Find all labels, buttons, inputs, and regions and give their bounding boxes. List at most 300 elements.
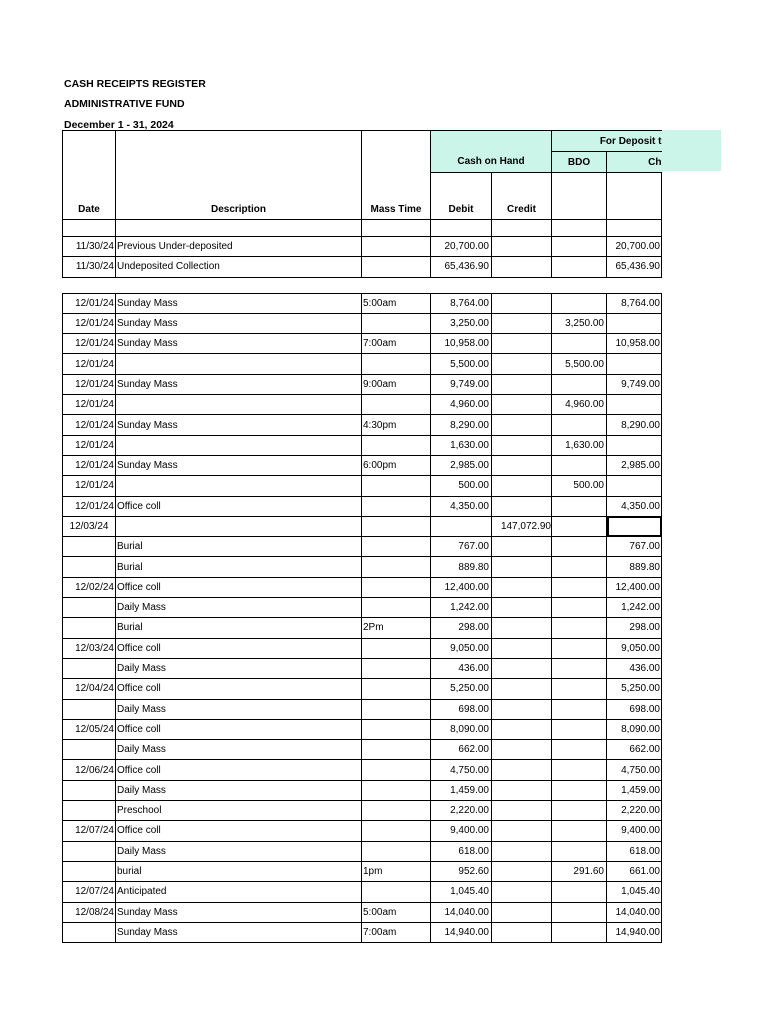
description-cell[interactable]: Daily Mass (116, 841, 362, 861)
bdo-cell[interactable] (552, 719, 607, 739)
credit-cell[interactable] (492, 476, 552, 496)
description-cell[interactable]: Office coll (116, 496, 362, 516)
cash-on-hand-header: Cash on Hand (431, 152, 552, 173)
table-row[interactable] (63, 537, 662, 557)
credit-cell[interactable] (492, 293, 552, 313)
mass-time-cell[interactable] (362, 699, 431, 719)
date-cell[interactable]: 12/04/24 (63, 679, 116, 699)
bdo-cell[interactable] (552, 516, 607, 536)
table-row[interactable] (63, 821, 662, 841)
bdo-cell[interactable] (552, 496, 607, 516)
table-row[interactable] (63, 760, 662, 780)
description-cell[interactable]: Burial (116, 618, 362, 638)
description-cell[interactable]: Previous Under-deposited (116, 237, 362, 257)
date-cell[interactable] (63, 658, 116, 678)
debit-cell[interactable]: 4,750.00 (431, 760, 492, 780)
date-cell[interactable]: 12/01/24 (63, 476, 116, 496)
ch-cell[interactable]: 8,290.00 (607, 415, 662, 435)
table-row[interactable] (63, 237, 662, 257)
date-cell[interactable]: 12/01/24 (63, 496, 116, 516)
date-cell[interactable]: 12/01/24 (63, 395, 116, 415)
bdo-cell[interactable] (552, 801, 607, 821)
debit-cell[interactable]: 65,436.90 (431, 257, 492, 277)
debit-cell[interactable]: 9,749.00 (431, 374, 492, 394)
bdo-cell[interactable] (552, 902, 607, 922)
debit-cell[interactable]: 8,090.00 (431, 719, 492, 739)
ch-cell[interactable]: 889.80 (607, 557, 662, 577)
table-row[interactable] (63, 902, 662, 922)
mass-time-cell[interactable] (362, 557, 431, 577)
debit-cell[interactable]: 698.00 (431, 699, 492, 719)
credit-cell[interactable] (492, 861, 552, 881)
table-row[interactable] (63, 334, 662, 354)
credit-cell[interactable] (492, 719, 552, 739)
debit-cell[interactable]: 10,958.00 (431, 334, 492, 354)
description-cell[interactable]: Office coll (116, 760, 362, 780)
credit-cell[interactable] (492, 374, 552, 394)
credit-cell[interactable] (492, 618, 552, 638)
for-deposit-header: For Deposit t (552, 131, 662, 152)
bdo-cell[interactable] (552, 740, 607, 760)
credit-cell[interactable] (492, 313, 552, 333)
date-cell[interactable]: 12/01/24 (63, 374, 116, 394)
ch-cell[interactable]: 8,764.00 (607, 293, 662, 313)
debit-cell[interactable]: 8,290.00 (431, 415, 492, 435)
date-cell[interactable] (63, 598, 116, 618)
mass-time-cell[interactable] (362, 658, 431, 678)
debit-cell[interactable]: 14,940.00 (431, 922, 492, 942)
date-cell[interactable] (63, 557, 116, 577)
ch-cell[interactable]: 1,459.00 (607, 780, 662, 800)
ch-cell[interactable]: 9,400.00 (607, 821, 662, 841)
register-sheet (62, 130, 662, 943)
mass-time-cell[interactable] (362, 598, 431, 618)
credit-cell[interactable] (492, 598, 552, 618)
date-cell[interactable]: 12/01/24 (63, 293, 116, 313)
credit-cell[interactable] (492, 577, 552, 597)
credit-cell[interactable] (492, 780, 552, 800)
table-row[interactable] (63, 476, 662, 496)
mass-time-cell[interactable]: 1pm (362, 861, 431, 881)
credit-cell[interactable] (492, 922, 552, 942)
credit-cell[interactable] (492, 902, 552, 922)
date-cell[interactable]: 12/03/24 (63, 516, 116, 536)
ch-cell[interactable]: 12,400.00 (607, 577, 662, 597)
table-row[interactable] (63, 882, 662, 902)
description-cell[interactable]: Sunday Mass (116, 902, 362, 922)
credit-cell[interactable] (492, 537, 552, 557)
date-cell[interactable] (63, 922, 116, 942)
header-cell-date-mid (63, 152, 116, 173)
table-row[interactable] (63, 455, 662, 475)
table-row[interactable] (63, 740, 662, 760)
credit-cell[interactable] (492, 801, 552, 821)
credit-cell[interactable] (492, 699, 552, 719)
date-cell[interactable]: 12/01/24 (63, 354, 116, 374)
mass-time-cell[interactable] (362, 841, 431, 861)
bdo-cell[interactable] (552, 293, 607, 313)
description-cell[interactable]: Daily Mass (116, 780, 362, 800)
date-cell[interactable]: 12/01/24 (63, 334, 116, 354)
date-cell[interactable] (63, 618, 116, 638)
debit-cell[interactable] (431, 516, 492, 536)
bdo-cell[interactable] (552, 455, 607, 475)
table-row[interactable] (63, 719, 662, 739)
spacer-cell (63, 220, 116, 237)
ch-cell[interactable]: 2,220.00 (607, 801, 662, 821)
credit-cell[interactable] (492, 679, 552, 699)
table-row[interactable] (63, 618, 662, 638)
ch-cell[interactable]: 662.00 (607, 740, 662, 760)
mass-time-cell[interactable] (362, 577, 431, 597)
bdo-cell[interactable]: 3,250.00 (552, 313, 607, 333)
ch-cell[interactable] (607, 516, 662, 536)
bdo-cell[interactable]: 4,960.00 (552, 395, 607, 415)
date-cell[interactable]: 12/01/24 (63, 435, 116, 455)
table-row[interactable] (63, 374, 662, 394)
mass-time-cell[interactable]: 9:00am (362, 374, 431, 394)
debit-cell[interactable]: 662.00 (431, 740, 492, 760)
debit-cell[interactable]: 500.00 (431, 476, 492, 496)
description-cell[interactable]: burial (116, 861, 362, 881)
debit-cell[interactable]: 767.00 (431, 537, 492, 557)
description-cell[interactable]: Sunday Mass (116, 334, 362, 354)
mass-time-cell[interactable] (362, 395, 431, 415)
bdo-cell[interactable] (552, 537, 607, 557)
mass-time-cell[interactable] (362, 476, 431, 496)
ch-cell[interactable]: 767.00 (607, 537, 662, 557)
bdo-cell[interactable] (552, 374, 607, 394)
bdo-cell[interactable] (552, 679, 607, 699)
table-row[interactable] (63, 638, 662, 658)
debit-cell[interactable]: 3,250.00 (431, 313, 492, 333)
mass-time-cell[interactable]: 6:00pm (362, 455, 431, 475)
spacer-cell (492, 220, 552, 237)
debit-cell[interactable]: 4,960.00 (431, 395, 492, 415)
credit-cell[interactable] (492, 882, 552, 902)
date-cell[interactable]: 12/08/24 (63, 902, 116, 922)
description-cell[interactable] (116, 435, 362, 455)
description-cell[interactable]: Office coll (116, 679, 362, 699)
description-cell[interactable] (116, 354, 362, 374)
bdo-cell[interactable] (552, 760, 607, 780)
mass-time-cell[interactable]: 4:30pm (362, 415, 431, 435)
ch-cell[interactable]: 298.00 (607, 618, 662, 638)
description-cell[interactable]: Daily Mass (116, 740, 362, 760)
date-cell[interactable] (63, 861, 116, 881)
description-cell[interactable]: Sunday Mass (116, 455, 362, 475)
debit-cell[interactable]: 9,400.00 (431, 821, 492, 841)
mass-time-cell[interactable]: 2Pm (362, 618, 431, 638)
mass-time-cell[interactable] (362, 257, 431, 277)
mass-time-cell[interactable]: 7:00am (362, 334, 431, 354)
description-cell[interactable]: Anticipated (116, 882, 362, 902)
ch-cell[interactable]: 8,090.00 (607, 719, 662, 739)
debit-cell[interactable]: 952.60 (431, 861, 492, 881)
description-cell[interactable]: Burial (116, 537, 362, 557)
credit-cell[interactable] (492, 496, 552, 516)
for-deposit-header-overflow (660, 130, 721, 171)
debit-cell[interactable]: 4,350.00 (431, 496, 492, 516)
mass-time-cell[interactable]: 5:00am (362, 293, 431, 313)
credit-cell[interactable] (492, 821, 552, 841)
table-row[interactable] (63, 293, 662, 313)
table-row[interactable] (63, 395, 662, 415)
description-cell[interactable]: Sunday Mass (116, 415, 362, 435)
bdo-cell[interactable] (552, 658, 607, 678)
debit-cell[interactable]: 1,242.00 (431, 598, 492, 618)
bdo-cell[interactable] (552, 577, 607, 597)
bdo-cell[interactable] (552, 618, 607, 638)
table-row[interactable] (63, 257, 662, 277)
bdo-cell[interactable] (552, 638, 607, 658)
bdo-cell[interactable]: 291.60 (552, 861, 607, 881)
description-cell[interactable]: Daily Mass (116, 598, 362, 618)
credit-cell[interactable] (492, 257, 552, 277)
mass-time-cell[interactable] (362, 537, 431, 557)
ch-cell[interactable]: 9,050.00 (607, 638, 662, 658)
bdo-cell[interactable] (552, 882, 607, 902)
ch-cell[interactable]: 9,749.00 (607, 374, 662, 394)
debit-cell[interactable]: 1,045.40 (431, 882, 492, 902)
spacer-cell (362, 220, 431, 237)
credit-cell[interactable] (492, 354, 552, 374)
table-row[interactable] (63, 658, 662, 678)
ch-cell[interactable] (607, 476, 662, 496)
table-row[interactable] (63, 780, 662, 800)
mass-time-cell[interactable] (362, 740, 431, 760)
credit-cell[interactable] (492, 237, 552, 257)
table-row[interactable] (63, 496, 662, 516)
debit-cell[interactable]: 2,220.00 (431, 801, 492, 821)
credit-cell[interactable] (492, 638, 552, 658)
date-cell[interactable] (63, 801, 116, 821)
bdo-cell[interactable] (552, 841, 607, 861)
mass-time-cell[interactable]: 7:00am (362, 922, 431, 942)
mass-time-cell[interactable] (362, 496, 431, 516)
bdo-cell[interactable] (552, 557, 607, 577)
spacer-cell (552, 220, 607, 237)
date-cell[interactable]: 12/01/24 (63, 313, 116, 333)
ch-sub-header (607, 173, 662, 220)
bdo-cell[interactable]: 1,630.00 (552, 435, 607, 455)
bdo-cell[interactable] (552, 922, 607, 942)
ch-cell[interactable]: 618.00 (607, 841, 662, 861)
spacer-cell (607, 220, 662, 237)
date-cell[interactable]: 12/01/24 (63, 455, 116, 475)
description-cell[interactable]: Daily Mass (116, 699, 362, 719)
credit-header: Credit (492, 173, 552, 220)
debit-cell[interactable]: 298.00 (431, 618, 492, 638)
description-cell[interactable]: Office coll (116, 719, 362, 739)
ch-cell[interactable]: 1,045.40 (607, 882, 662, 902)
bdo-cell[interactable]: 5,500.00 (552, 354, 607, 374)
mass-time-cell[interactable] (362, 435, 431, 455)
mass-time-cell[interactable] (362, 237, 431, 257)
mass-time-cell[interactable] (362, 516, 431, 536)
description-cell[interactable]: Sunday Mass (116, 313, 362, 333)
table-row[interactable] (63, 801, 662, 821)
spacer-cell (607, 277, 662, 293)
date-header: Date (63, 173, 116, 220)
table-row[interactable] (63, 516, 662, 536)
debit-cell[interactable]: 8,764.00 (431, 293, 492, 313)
mass-time-cell[interactable] (362, 354, 431, 374)
table-row[interactable] (63, 922, 662, 942)
table-row[interactable] (63, 313, 662, 333)
date-cell[interactable]: 11/30/24 (63, 257, 116, 277)
description-cell[interactable]: Preschool (116, 801, 362, 821)
ch-cell[interactable]: 14,940.00 (607, 922, 662, 942)
spacer-cell (116, 277, 362, 293)
debit-cell[interactable]: 12,400.00 (431, 577, 492, 597)
debit-cell[interactable]: 618.00 (431, 841, 492, 861)
ch-cell[interactable]: 65,436.90 (607, 257, 662, 277)
spacer-cell (431, 277, 492, 293)
ch-header: Ch (607, 152, 662, 173)
debit-cell[interactable]: 5,500.00 (431, 354, 492, 374)
mass-time-cell[interactable] (362, 780, 431, 800)
description-cell[interactable]: Undeposited Collection (116, 257, 362, 277)
mass-time-cell[interactable] (362, 719, 431, 739)
date-cell[interactable]: 12/03/24 (63, 638, 116, 658)
table-row[interactable] (63, 598, 662, 618)
credit-cell[interactable] (492, 557, 552, 577)
mass-time-cell[interactable] (362, 313, 431, 333)
ch-cell[interactable]: 4,750.00 (607, 760, 662, 780)
header-cell-time-top (362, 131, 431, 152)
register-table (62, 130, 662, 943)
date-cell[interactable]: 12/06/24 (63, 760, 116, 780)
bdo-cell[interactable] (552, 821, 607, 841)
date-cell[interactable]: 12/02/24 (63, 577, 116, 597)
header-cell-date-top (63, 131, 116, 152)
date-cell[interactable] (63, 740, 116, 760)
date-cell[interactable] (63, 841, 116, 861)
header-cell-desc-top (116, 131, 362, 152)
table-row[interactable] (63, 415, 662, 435)
table-row[interactable] (63, 861, 662, 881)
bdo-cell[interactable] (552, 334, 607, 354)
description-cell[interactable]: Daily Mass (116, 658, 362, 678)
credit-cell[interactable] (492, 334, 552, 354)
mass-time-cell[interactable] (362, 760, 431, 780)
table-row[interactable] (63, 354, 662, 374)
table-row[interactable] (63, 679, 662, 699)
date-cell[interactable]: 11/30/24 (63, 237, 116, 257)
description-cell[interactable]: Sunday Mass (116, 374, 362, 394)
credit-cell[interactable] (492, 740, 552, 760)
debit-cell[interactable]: 2,985.00 (431, 455, 492, 475)
date-cell[interactable]: 12/01/24 (63, 415, 116, 435)
description-cell[interactable]: Office coll (116, 638, 362, 658)
mass-time-cell[interactable]: 5:00am (362, 902, 431, 922)
debit-cell[interactable]: 1,630.00 (431, 435, 492, 455)
credit-cell[interactable] (492, 435, 552, 455)
description-cell[interactable] (116, 395, 362, 415)
date-cell[interactable]: 12/05/24 (63, 719, 116, 739)
credit-cell[interactable] (492, 841, 552, 861)
ch-cell[interactable]: 20,700.00 (607, 237, 662, 257)
description-cell[interactable]: Sunday Mass (116, 922, 362, 942)
date-cell[interactable] (63, 537, 116, 557)
bdo-cell[interactable] (552, 598, 607, 618)
mass-time-cell[interactable] (362, 638, 431, 658)
credit-cell[interactable] (492, 455, 552, 475)
spacer-cell (431, 220, 492, 237)
description-cell[interactable] (116, 516, 362, 536)
bdo-header: BDO (552, 152, 607, 173)
date-cell[interactable]: 12/07/24 (63, 821, 116, 841)
mass-time-cell[interactable] (362, 882, 431, 902)
mass-time-cell[interactable] (362, 821, 431, 841)
bdo-cell[interactable] (552, 780, 607, 800)
debit-cell[interactable]: 1,459.00 (431, 780, 492, 800)
ch-cell[interactable]: 2,985.00 (607, 455, 662, 475)
bdo-cell[interactable] (552, 699, 607, 719)
bdo-cell[interactable] (552, 415, 607, 435)
credit-cell[interactable] (492, 415, 552, 435)
debit-cell[interactable]: 14,040.00 (431, 902, 492, 922)
debit-cell[interactable]: 5,250.00 (431, 679, 492, 699)
debit-cell[interactable]: 436.00 (431, 658, 492, 678)
table-row[interactable] (63, 435, 662, 455)
bdo-cell[interactable] (552, 257, 607, 277)
description-header: Description (116, 173, 362, 220)
date-cell[interactable] (63, 699, 116, 719)
header-cash-blank (431, 131, 552, 152)
description-cell[interactable] (116, 476, 362, 496)
table-row[interactable] (63, 841, 662, 861)
date-cell[interactable]: 12/07/24 (63, 882, 116, 902)
table-row[interactable] (63, 577, 662, 597)
debit-cell[interactable]: 20,700.00 (431, 237, 492, 257)
table-row[interactable] (63, 557, 662, 577)
debit-cell[interactable]: 889.80 (431, 557, 492, 577)
table-row[interactable] (63, 699, 662, 719)
ch-cell[interactable]: 436.00 (607, 658, 662, 678)
description-cell[interactable]: Office coll (116, 577, 362, 597)
ch-cell[interactable] (607, 354, 662, 374)
ch-cell[interactable] (607, 313, 662, 333)
report-title: CASH RECEIPTS REGISTER (64, 78, 206, 90)
spacer-cell (552, 277, 607, 293)
ch-cell[interactable]: 4,350.00 (607, 496, 662, 516)
ch-cell[interactable] (607, 395, 662, 415)
description-cell[interactable]: Sunday Mass (116, 293, 362, 313)
ch-cell[interactable]: 661.00 (607, 861, 662, 881)
credit-cell[interactable]: 147,072.90 (492, 516, 552, 536)
credit-cell[interactable] (492, 658, 552, 678)
ch-cell[interactable]: 14,040.00 (607, 902, 662, 922)
mass-time-cell[interactable] (362, 801, 431, 821)
description-cell[interactable]: Office coll (116, 821, 362, 841)
bdo-cell[interactable]: 500.00 (552, 476, 607, 496)
credit-cell[interactable] (492, 760, 552, 780)
mass-time-cell[interactable] (362, 679, 431, 699)
credit-cell[interactable] (492, 395, 552, 415)
ch-cell[interactable]: 1,242.00 (607, 598, 662, 618)
ch-cell[interactable]: 5,250.00 (607, 679, 662, 699)
bdo-cell[interactable] (552, 237, 607, 257)
ch-cell[interactable]: 698.00 (607, 699, 662, 719)
mass-time-header: Mass Time (362, 173, 431, 220)
ch-cell[interactable] (607, 435, 662, 455)
date-cell[interactable] (63, 780, 116, 800)
description-cell[interactable]: Burial (116, 557, 362, 577)
debit-cell[interactable]: 9,050.00 (431, 638, 492, 658)
ch-cell[interactable]: 10,958.00 (607, 334, 662, 354)
